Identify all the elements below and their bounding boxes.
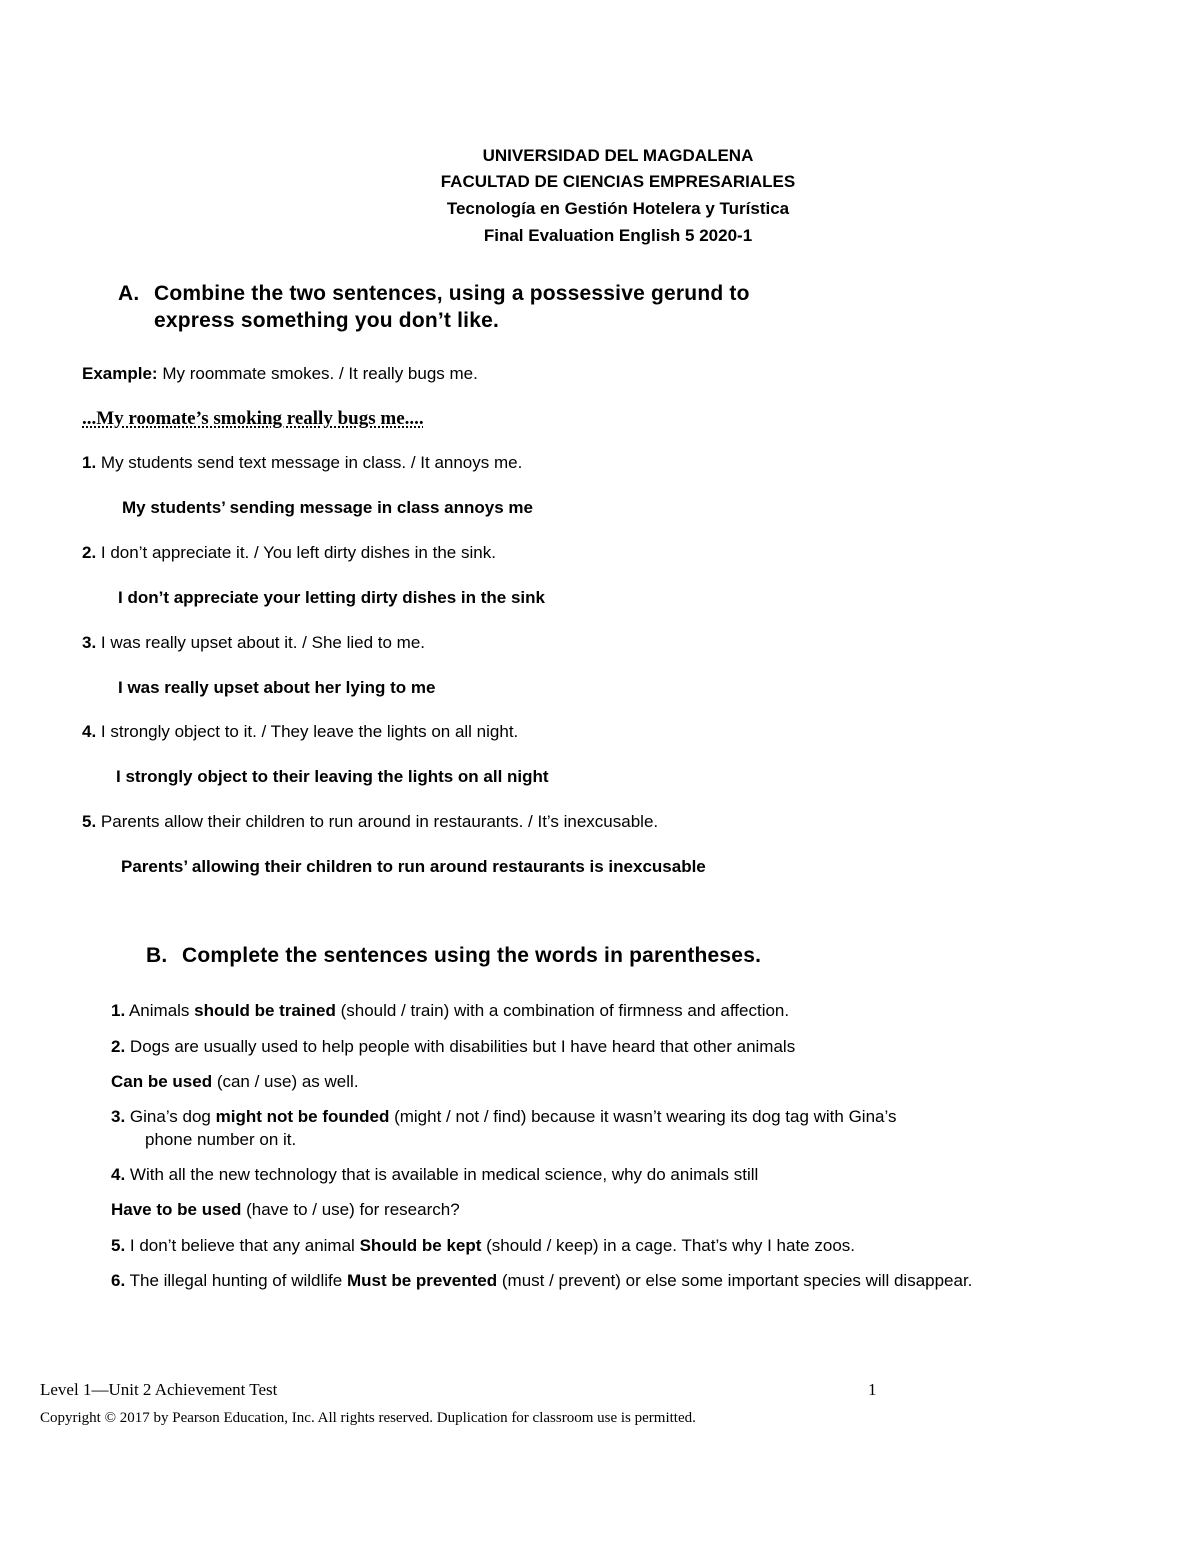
a-question-number: 2. bbox=[82, 543, 97, 562]
b-item-number: 3. bbox=[111, 1107, 126, 1126]
faculty-name: FACULTAD DE CIENCIAS EMPRESARIALES bbox=[440, 172, 796, 191]
a-question-text: I strongly object to it. / They leave the lights on all night. bbox=[96, 722, 519, 741]
a-question-number: 5. bbox=[82, 812, 97, 831]
b-item-answer: should be trained bbox=[194, 1001, 336, 1020]
example-text: My roommate smokes. / It really bugs me. bbox=[157, 364, 478, 383]
a-question-3 bbox=[82, 633, 425, 653]
b-item-answer: Must be prevented bbox=[346, 1271, 498, 1290]
b-item-post: (should / keep) in a cage. That’s why I hate zoos. bbox=[481, 1236, 855, 1255]
b-item-number: 2. bbox=[111, 1037, 126, 1056]
b-item-3 bbox=[111, 1107, 896, 1127]
b-item-post: (must / prevent) or else some important species will disappear. bbox=[497, 1271, 973, 1290]
b-item-pre: Animals bbox=[125, 1001, 195, 1020]
b-item-pre: The illegal hunting of wildlife bbox=[125, 1271, 347, 1290]
example-line bbox=[82, 364, 478, 384]
b-item-number: 6. bbox=[111, 1271, 126, 1290]
a-question-text: I don’t appreciate it. / You left dirty dishes in the sink. bbox=[96, 543, 496, 562]
university-name: UNIVERSIDAD DEL MAGDALENA bbox=[482, 146, 754, 165]
b-item-pre: Gina’s dog bbox=[125, 1107, 216, 1126]
b-item-post: (should / train) with a combination of firmness and affection. bbox=[335, 1001, 790, 1020]
a-answer-3: I was really upset about her lying to me bbox=[118, 678, 436, 697]
b-item-answer: Should be kept bbox=[359, 1236, 482, 1255]
a-question-1 bbox=[82, 453, 522, 473]
b-item-post: (can / use) as well. bbox=[212, 1072, 359, 1091]
b-item-pre: With all the new technology that is available in medical science, why do animals still bbox=[125, 1165, 759, 1184]
program-name: Tecnología en Gestión Hotelera y Turística bbox=[446, 199, 790, 218]
a-question-4 bbox=[82, 722, 518, 742]
b-item-6 bbox=[111, 1271, 972, 1291]
exam-title: Final Evaluation English 5 2020-1 bbox=[483, 226, 753, 245]
section-a-letter: A. bbox=[118, 282, 140, 305]
section-b-instruction: Complete the sentences using the words in parentheses. bbox=[182, 944, 762, 967]
footer-test-name: Level 1—Unit 2 Achievement Test bbox=[40, 1380, 278, 1399]
b-item-answer: might not be founded bbox=[215, 1107, 390, 1126]
b-item-3-wrap: phone number on it. bbox=[145, 1130, 297, 1149]
section-a-instruction-line2: express something you don’t like. bbox=[154, 309, 500, 332]
b-item-1 bbox=[111, 1001, 789, 1021]
b-item-number: 1. bbox=[111, 1001, 126, 1020]
b-item-answer: Have to be used bbox=[111, 1200, 242, 1219]
b-item-4-continued bbox=[111, 1200, 460, 1220]
b-item-post: (have to / use) for research? bbox=[241, 1200, 460, 1219]
a-question-2 bbox=[82, 543, 496, 563]
b-item-5 bbox=[111, 1236, 855, 1256]
b-item-2 bbox=[111, 1037, 795, 1057]
a-question-text: Parents allow their children to run around in restaurants. / It’s inexcusable. bbox=[96, 812, 659, 831]
example-label: Example: bbox=[82, 364, 158, 383]
a-question-text: I was really upset about it. / She lied to me. bbox=[96, 633, 426, 652]
a-question-text: My students send text message in class. / It annoys me. bbox=[96, 453, 523, 472]
a-answer-4: I strongly object to their leaving the lights on all night bbox=[116, 767, 549, 786]
footer-copyright: Copyright © 2017 by Pearson Education, Inc. All rights reserved. Duplication for classroom use is permitted. bbox=[40, 1410, 696, 1426]
a-answer-1: My students’ sending message in class annoys me bbox=[122, 498, 533, 517]
b-item-number: 4. bbox=[111, 1165, 126, 1184]
b-item-2-continued bbox=[111, 1072, 359, 1092]
a-answer-5: Parents’ allowing their children to run around restaurants is inexcusable bbox=[121, 857, 706, 876]
example-answer: ...My roomate’s smoking really bugs me.... bbox=[82, 408, 424, 429]
b-item-number: 5. bbox=[111, 1236, 126, 1255]
section-b-letter: B. bbox=[146, 944, 168, 967]
section-a-instruction-line1: Combine the two sentences, using a possessive gerund to bbox=[154, 282, 750, 305]
footer-page-number: 1 bbox=[868, 1380, 877, 1399]
b-item-pre: I don’t believe that any animal bbox=[125, 1236, 360, 1255]
b-item-post: (might / not / find) because it wasn’t wearing its dog tag with Gina’s bbox=[389, 1107, 897, 1126]
a-question-number: 1. bbox=[82, 453, 97, 472]
a-answer-2: I don’t appreciate your letting dirty dishes in the sink bbox=[118, 588, 545, 607]
b-item-pre: Dogs are usually used to help people with disabilities but I have heard that other animals bbox=[125, 1037, 796, 1056]
a-question-number: 3. bbox=[82, 633, 97, 652]
a-question-5 bbox=[82, 812, 658, 832]
b-item-answer: Can be used bbox=[111, 1072, 213, 1091]
a-question-number: 4. bbox=[82, 722, 97, 741]
b-item-4 bbox=[111, 1165, 758, 1185]
